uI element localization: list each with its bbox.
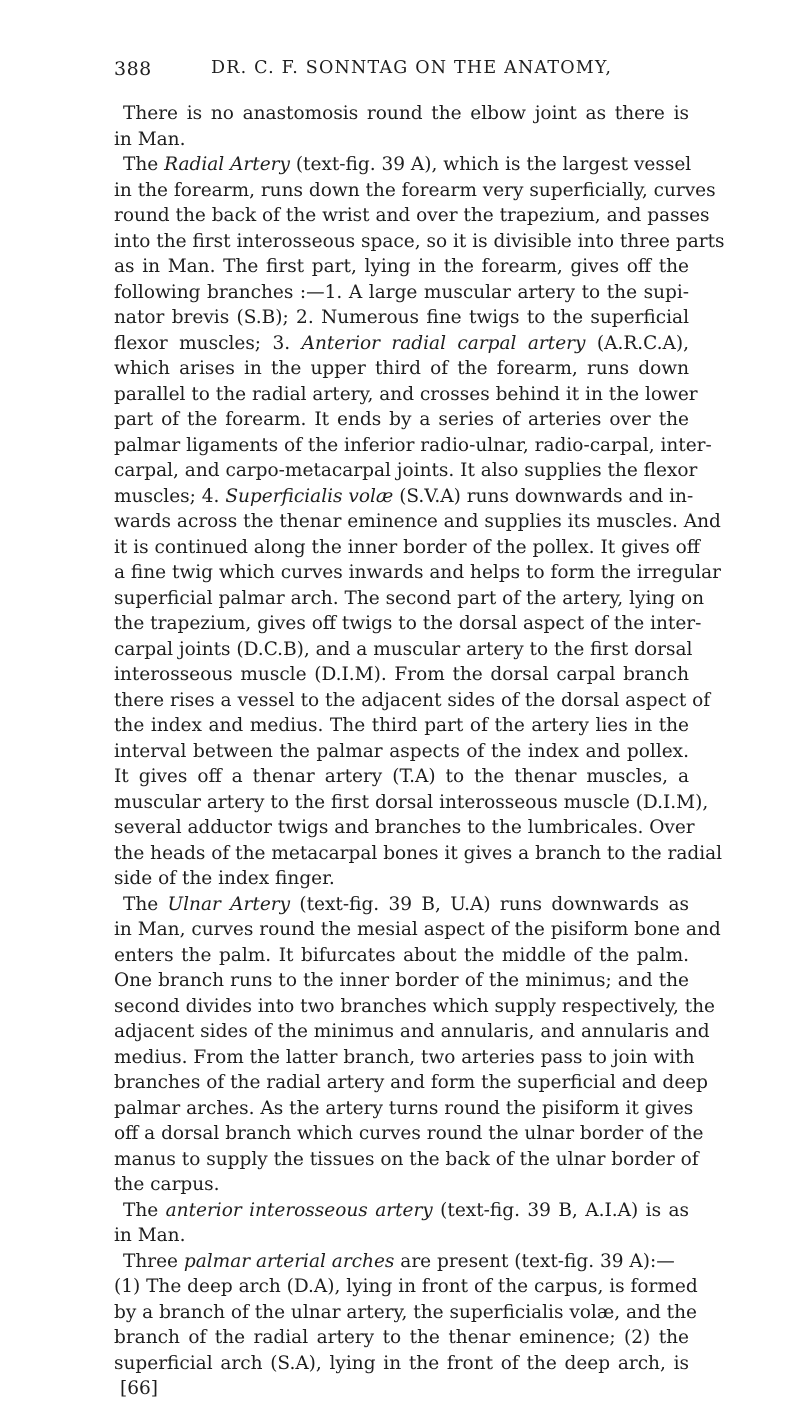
italic-term: palmar arterial arches xyxy=(183,1250,395,1272)
text-line xyxy=(114,994,715,1020)
text-segment: parallel to the radial artery, and crosses behind it in the lower xyxy=(114,383,698,405)
text-segment: carpal joints (D.C.B), and a muscular artery to the first dorsal xyxy=(114,638,693,660)
text-segment: as in Man. The first part, lying in the forearm, gives off the xyxy=(114,256,689,277)
italic-term: Radial Artery xyxy=(164,154,290,175)
text-segment: several adductor twigs and branches to the lumbricales. Over xyxy=(114,817,695,838)
text-segment: The xyxy=(123,154,165,175)
text-segment: adjacent sides of the minimus and annularis, and annularis and xyxy=(114,1021,710,1042)
text-segment: branch of the radial artery to the thenar eminence; (2) the xyxy=(114,1327,689,1348)
text-line xyxy=(114,790,709,816)
text-segment: (text-fig. 39 B, U.A) runs downwards as xyxy=(290,893,690,915)
text-line xyxy=(114,1351,689,1377)
text-line xyxy=(114,1147,699,1173)
text-line xyxy=(114,1325,689,1351)
text-line xyxy=(114,1249,689,1275)
text-line xyxy=(114,1070,708,1096)
text-segment: There is no anastomosis round the elbow joint as there is xyxy=(123,103,689,124)
text-segment: the carpus. xyxy=(114,1174,220,1195)
text-line xyxy=(114,1274,698,1300)
text-line xyxy=(114,815,695,841)
text-segment: interosseous muscle (D.I.M). From the dorsal carpal branch xyxy=(114,664,689,685)
text-line xyxy=(114,841,723,867)
italic-term: Ulnar Artery xyxy=(167,893,291,915)
text-line xyxy=(114,101,689,127)
text-segment: the heads of the metacarpal bones it gives a branch to the radial xyxy=(114,842,723,864)
running-title: DR. C. F. SONNTAG ON THE ANATOMY, xyxy=(211,58,613,78)
text-segment: the trapezium, gives off twigs to the dorsal aspect of the inter- xyxy=(114,613,702,634)
text-line xyxy=(114,688,711,714)
running-head xyxy=(114,58,689,84)
text-line xyxy=(114,254,689,280)
text-line xyxy=(114,407,689,433)
text-line xyxy=(114,560,722,586)
text-segment: second divides into two branches which supply respectively, the xyxy=(114,995,715,1017)
text-segment: off a dorsal branch which curves round the ulnar border of the xyxy=(114,1123,704,1144)
text-segment: manus to supply the tissues on the back of the ulnar border of xyxy=(114,1148,699,1170)
text-segment: side of the index finger. xyxy=(114,868,335,889)
text-segment: following branches :—1. A large muscular artery to the supi- xyxy=(114,281,689,303)
text-segment: which arises in the upper third of the forearm, runs down xyxy=(114,358,689,379)
text-line xyxy=(114,1019,710,1045)
text-line xyxy=(114,892,689,918)
text-segment: (text-fig. 39 B, A.I.A) is as xyxy=(432,1199,689,1221)
text-segment: a fine twig which curves inwards and helps to form the irregular xyxy=(114,562,722,583)
text-segment: the index and medius. The third part of the artery lies in the xyxy=(114,715,689,736)
text-line xyxy=(114,305,689,331)
text-segment: into the first interosseous space, so it is divisible into three parts xyxy=(114,230,725,252)
text-segment: The xyxy=(123,1199,166,1221)
text-line xyxy=(114,1045,695,1071)
text-segment: medius. From the latter branch, two arteries pass to join with xyxy=(114,1046,695,1068)
text-segment: muscles; 4. xyxy=(114,485,226,507)
text-line xyxy=(114,229,725,255)
text-line xyxy=(114,458,698,484)
text-line xyxy=(114,433,712,459)
text-line xyxy=(114,356,689,382)
text-line xyxy=(114,866,689,892)
text-line xyxy=(114,637,693,663)
text-segment: flexor muscles; 3. xyxy=(114,332,302,354)
text-line xyxy=(114,280,689,306)
text-segment: palmar arches. As the artery turns round the pisiform it gives xyxy=(114,1097,694,1119)
text-segment: in Man, curves round the mesial aspect of the pisiform bone and xyxy=(114,919,721,940)
italic-term: Anterior radial carpal artery xyxy=(301,332,586,354)
page-number: 388 xyxy=(114,58,152,80)
text-segment: (text-fig. 39 A), which is the largest vessel xyxy=(289,154,692,175)
text-line xyxy=(114,917,721,943)
text-line xyxy=(114,1121,704,1147)
text-segment: interval between the palmar aspects of the index and pollex. xyxy=(114,740,689,762)
text-line xyxy=(114,484,694,510)
text-segment: by a branch of the ulnar artery, the superficialis volæ, and the xyxy=(114,1301,697,1323)
text-segment: part of the forearm. It ends by a series of arteries over the xyxy=(114,409,689,430)
text-segment: enters the palm. It bifurcates about the middle of the palm. xyxy=(114,944,689,966)
text-segment: (S.V.A) runs downwards and in- xyxy=(393,485,694,507)
text-segment: palmar ligaments of the inferior radio-ulnar, radio-carpal, inter- xyxy=(114,434,712,456)
text-segment: Three xyxy=(123,1250,184,1272)
text-segment: branches of the radial artery and form the superficial and deep xyxy=(114,1072,708,1093)
text-segment: nator brevis (S.B); 2. Numerous fine twigs to the superficial xyxy=(114,307,689,328)
text-line xyxy=(114,178,716,204)
text-line xyxy=(114,1300,697,1326)
text-line xyxy=(114,611,702,637)
italic-term: anterior interosseous artery xyxy=(165,1199,433,1221)
text-segment: muscular artery to the first dorsal interosseous muscle (D.I.M), xyxy=(114,791,709,813)
text-line xyxy=(114,152,692,178)
text-segment: in Man. xyxy=(114,128,186,150)
text-segment: superficial arch (S.A), lying in the front of the deep arch, is xyxy=(114,1352,689,1374)
text-line xyxy=(114,127,689,153)
text-segment: superficial palmar arch. The second part of the artery, lying on xyxy=(114,587,705,609)
italic-term: Superficialis volæ xyxy=(225,485,394,507)
text-line xyxy=(114,1096,694,1122)
text-line xyxy=(114,943,689,969)
text-line xyxy=(114,509,721,535)
text-line xyxy=(114,586,705,612)
text-line xyxy=(114,1198,689,1224)
text-segment: (1) The deep arch (D.A), lying in front of the carpus, is formed xyxy=(114,1276,698,1297)
text-line xyxy=(114,203,710,229)
text-segment: One branch runs to the inner border of the minimus; and the xyxy=(114,970,689,991)
text-line xyxy=(114,1223,689,1249)
text-segment: there rises a vessel to the adjacent sides of the dorsal aspect of xyxy=(114,689,711,711)
text-line xyxy=(114,968,689,994)
text-line xyxy=(114,1172,689,1198)
text-line xyxy=(114,739,689,765)
text-segment: The xyxy=(123,893,168,915)
text-line xyxy=(114,662,689,688)
text-segment: wards across the thenar eminence and supplies its muscles. And xyxy=(114,511,721,532)
text-line xyxy=(114,382,698,408)
text-line xyxy=(114,331,689,357)
text-segment: round the back of the wrist and over the trapezium, and passes xyxy=(114,205,710,226)
text-segment: It gives off a thenar artery (T.A) to the thenar muscles, a xyxy=(114,766,689,787)
text-segment: in the forearm, runs down the forearm very superficially, curves xyxy=(114,179,716,201)
text-line xyxy=(114,764,689,790)
signature-mark: [66] xyxy=(120,1378,158,1399)
text-segment: it is continued along the inner border of the pollex. It gives off xyxy=(114,536,700,558)
text-line xyxy=(114,713,689,739)
text-segment: in Man. xyxy=(114,1225,186,1246)
body-text xyxy=(114,101,725,1402)
text-line xyxy=(114,535,700,561)
text-segment: (A.R.C.A), xyxy=(585,332,689,354)
text-segment: carpal, and carpo-metacarpal joints. It also supplies the flexor xyxy=(114,460,698,481)
text-segment: are present (text-fig. 39 A):— xyxy=(394,1250,675,1272)
